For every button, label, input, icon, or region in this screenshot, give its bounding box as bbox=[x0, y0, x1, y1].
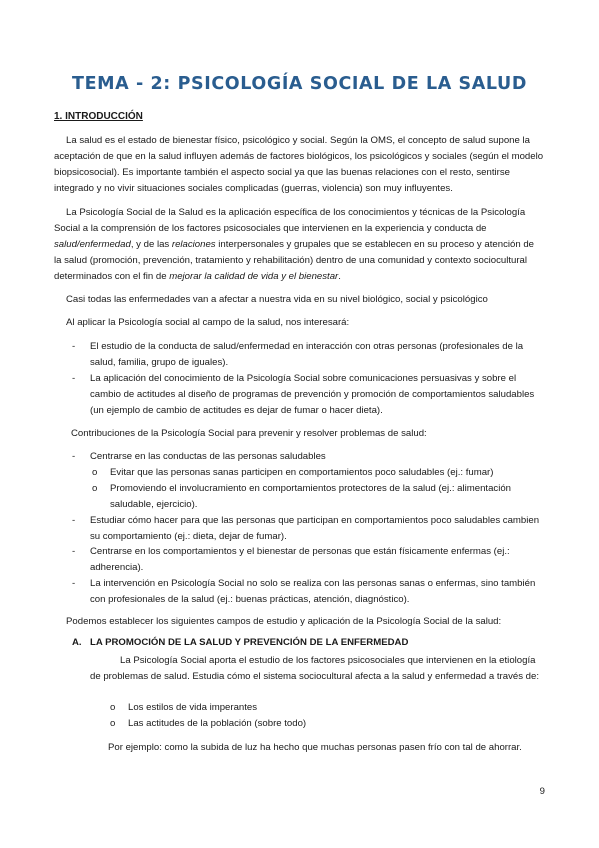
list-item: - La aplicación del conocimiento de la Psicología Social sobre comunicaciones persuasivas y sobre el cambio de actitudes al diseño de programas de prevención y promoción de comportamientos saludables (un ejemplo de cambio de actitudes es dejar de fumar o hacer dieta). bbox=[72, 372, 535, 416]
sublist-item: o Los estilos de vida imperantes bbox=[90, 700, 544, 716]
sublist-item: o Evitar que las personas sanas participen en comportamientos poco saludables (ej.: fumar) bbox=[72, 465, 544, 481]
paragraph-campos: Podemos establecer los siguientes campos de estudio y aplicación de la Psicología Social de la salud: bbox=[66, 616, 502, 627]
section-heading-promocion bbox=[72, 637, 408, 648]
dash-bullet: - bbox=[72, 546, 76, 558]
paragraph-promocion: La Psicología Social aporta el estudio de los factores psicosociales que intervienen en la etiología de problemas de salud. Estudia cómo el sistema sociocultural afecta a la salud y enfermedad a través de: bbox=[90, 655, 540, 682]
emphasis-relaciones: relaciones bbox=[171, 238, 216, 250]
text-run: La Psicología Social de la Salud es la aplicación específica de los conocimientos y técnicas de la Psicología Social a la comprensión de los factores psicosociales que intervienen en la experiencia y conducta de bbox=[54, 207, 526, 234]
sublist-item: o Promoviendo el involucramiento en comportamientos protectores de la salud (ej.: alimentación saludable, ejercicio). bbox=[92, 482, 512, 510]
section-heading-introduccion: 1. INTRODUCCIÓN bbox=[54, 111, 143, 122]
circle-bullet: o bbox=[110, 702, 116, 713]
page-number: 9 bbox=[539, 786, 545, 797]
dash-bullet: - bbox=[72, 372, 76, 384]
dash-bullet: - bbox=[72, 341, 76, 352]
dash-bullet: - bbox=[72, 451, 76, 462]
page-title: TEMA - 2: PSICOLOGÍA SOCIAL DE LA SALUD bbox=[72, 74, 527, 94]
paragraph-text: La salud es el estado de bienestar físico, psicológico y social. Según la OMS, el concepto de salud supone la aceptación de que en la salud influyen además de factores biológicos, los psicológicos y sociales (según el modelo biopsicosocial). Es importante también el aspecto social ya que las buenas relaciones con el resto, sentirse integrado y no vivir situaciones sociales complicadas (guerras, violencia) son muy influyentes. bbox=[54, 135, 544, 194]
circle-bullet: o bbox=[110, 717, 116, 729]
paragraph-salud-definicion bbox=[54, 133, 544, 197]
emphasis-calidad-vida: mejorar la calidad de vida y el bienestar bbox=[169, 270, 339, 282]
list-factores bbox=[90, 700, 544, 732]
paragraph-ejemplo: Por ejemplo: como la subida de luz ha hecho que muchas personas pasen frío con tal de ahorrar. bbox=[108, 742, 522, 753]
list-item: - Centrarse en las conductas de las personas saludables o Evitar que las personas sanas participen en comportamientos poco saludables (ej.: fumar) o Promoviendo el involucramiento en comportamientos protectores de la salud (ej.: alimentación saludable, ejercicio). bbox=[72, 449, 544, 513]
sublist-item: o Las actitudes de la población (sobre todo) bbox=[90, 716, 544, 732]
paragraph-psicologia-social-definicion bbox=[54, 205, 544, 285]
list-item: - Estudiar cómo hacer para que las personas que participan en comportamientos poco saludables cambien su comportamiento (ej.: dieta, dejar de fumar). bbox=[72, 514, 540, 542]
emphasis-salud-enfermedad: salud/enfermedad bbox=[54, 238, 131, 250]
paragraph-al-aplicar: Al aplicar la Psicología social al campo de la salud, nos interesará: bbox=[66, 317, 350, 328]
list-contribuciones bbox=[72, 449, 544, 608]
paragraph-enfermedades: Casi todas las enfermedades van a afectar a nuestra vida en su nivel biológico, social y psicológico bbox=[66, 294, 488, 305]
circle-bullet: o bbox=[92, 482, 98, 494]
dash-bullet: - bbox=[72, 514, 76, 526]
circle-bullet: o bbox=[92, 466, 98, 478]
list-item: - La intervención en Psicología Social no solo se realiza con las personas sanas o enfermas, sino también con profesionales de la salud (ej.: buenas prácticas, atención, diagnóstico). bbox=[72, 578, 536, 606]
text-run: . bbox=[338, 270, 341, 282]
list-item: - Centrarse en los comportamientos y el bienestar de personas que están físicamente enfermas (ej.: adherencia). bbox=[72, 546, 510, 574]
section-title: LA PROMOCIÓN DE LA SALUD Y PREVENCIÓN DE LA ENFERMEDAD bbox=[90, 637, 409, 648]
sublist bbox=[72, 465, 544, 513]
section-label: A. bbox=[72, 637, 82, 648]
list-intereses bbox=[72, 339, 544, 419]
list-item: - El estudio de la conducta de salud/enfermedad en interacción con otras personas (profesionales de la salud, familia, grupo de iguales). bbox=[72, 341, 524, 368]
text-run: interpersonales y grupales que se establecen en su proceso y atención de la salud (promoción, prevención, tratamiento y rehabilitación) dentro de una comunidad y contexto sociocultural determinados con el fin de bbox=[54, 238, 535, 282]
dash-bullet: - bbox=[72, 578, 76, 590]
text-run: , y de las bbox=[130, 238, 172, 250]
paragraph-contribuciones: Contribuciones de la Psicología Social para prevenir y resolver problemas de salud: bbox=[71, 428, 427, 439]
